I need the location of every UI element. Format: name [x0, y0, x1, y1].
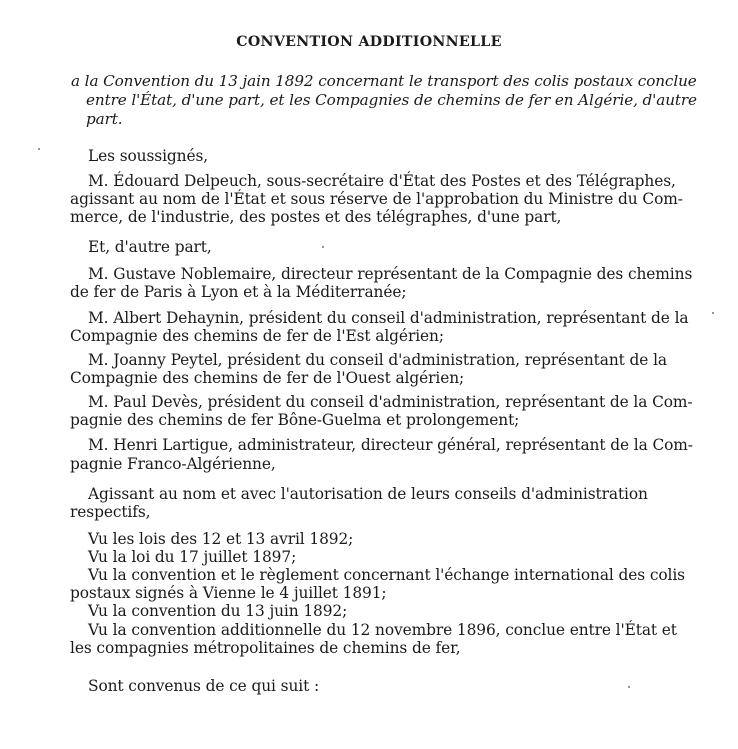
text-line: Compagnie des chemins de fer de l'Est algérien; [70, 327, 444, 345]
text-line: postaux signés à Vienne le 4 juillet 1891; [70, 584, 387, 602]
text-line: les compagnies métropolitaines de chemins de fer, [70, 639, 461, 657]
text-line: M. Paul Devès, président du conseil d'administration, représentant de la Com- [88, 393, 693, 411]
subtitle-line: a la Convention du 13 jain 1892 concernant le transport des colis postaux conclue [71, 72, 697, 90]
text-line: Vu la convention et le règlement concernant l'échange international des colis [88, 566, 685, 584]
text-line: pagnie Franco-Algérienne, [70, 455, 276, 473]
scan-speck [712, 312, 714, 314]
text-line: M. Henri Lartigue, administrateur, directeur général, représentant de la Com- [88, 436, 693, 454]
text-line: respectifs, [70, 503, 151, 521]
subtitle-line: entre l'État, d'une part, et les Compagnies de chemins de fer en Algérie, d'autre [86, 91, 697, 109]
text-line: pagnie des chemins de fer Bône-Guelma et prolongement; [70, 411, 520, 429]
text-line: Vu la convention additionnelle du 12 novembre 1896, conclue entre l'État et [88, 621, 677, 639]
text-line: merce, de l'industrie, des postes et des télégraphes, d'une part, [70, 208, 562, 226]
text-line: Sont convenus de ce qui suit : [88, 677, 320, 695]
text-line: Agissant au nom et avec l'autorisation de leurs conseils d'administration [88, 485, 648, 503]
scan-speck [38, 148, 40, 150]
text-line: Vu la convention du 13 juin 1892; [88, 602, 348, 620]
scan-speck [322, 246, 324, 248]
text-line: Vu la loi du 17 juillet 1897; [88, 548, 297, 566]
text-line: agissant au nom de l'État et sous réserve de l'approbation du Ministre du Com- [70, 190, 683, 208]
text-line: M. Gustave Noblemaire, directeur représentant de la Compagnie des chemins [88, 265, 693, 283]
text-line: M. Joanny Peytel, président du conseil d'administration, représentant de la [88, 351, 667, 369]
scan-speck [628, 686, 630, 688]
text-line: Vu les lois des 12 et 13 avril 1892; [88, 530, 354, 548]
text-line: de fer de Paris à Lyon et à la Méditerranée; [70, 283, 407, 301]
text-line: Les soussignés, [88, 147, 209, 165]
subtitle-line: part. [86, 110, 123, 128]
text-line: Compagnie des chemins de fer de l'Ouest algérien; [70, 369, 465, 387]
text-line: M. Albert Dehaynin, président du conseil d'administration, représentant de la [88, 309, 689, 327]
text-line: Et, d'autre part, [88, 238, 212, 256]
document-title: CONVENTION ADDITIONNELLE [236, 34, 502, 50]
text-line: M. Édouard Delpeuch, sous-secrétaire d'État des Postes et des Télégraphes, [88, 172, 676, 190]
